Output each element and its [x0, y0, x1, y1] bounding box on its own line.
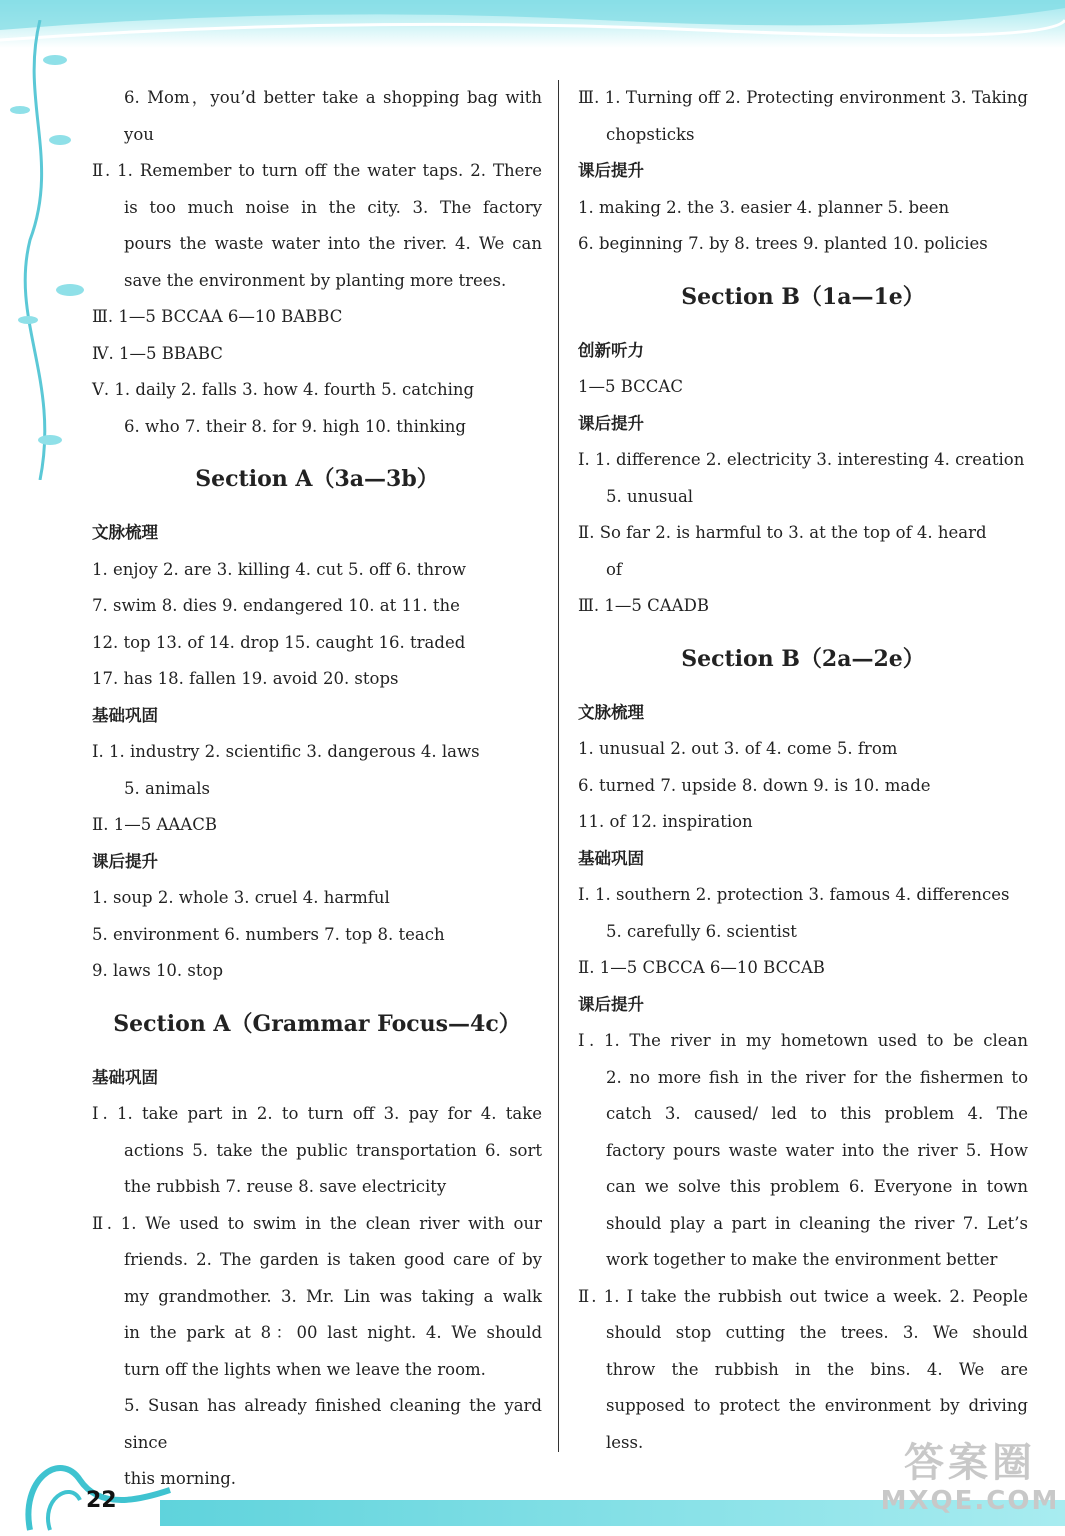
subsection-label: 基础巩固: [578, 848, 644, 868]
answer-line: Ⅱ. 1. Remember to turn off the water taps. 2. There: [92, 161, 542, 180]
answer-line: Ⅱ. 1—5 CBCCA 6—10 BCCAB: [578, 958, 825, 977]
answer-line: 5. animals: [124, 778, 210, 798]
answer-line: Ⅴ. 1. daily 2. falls 3. how 4. fourth 5. catching: [92, 380, 475, 399]
answer-line: Ⅲ. 1—5 BCCAA 6—10 BABBC: [92, 307, 343, 326]
answer-line: 12. top 13. of 14. drop 15. caught 16. traded: [92, 632, 466, 652]
watermark-top: 答案圈: [904, 1440, 1036, 1486]
answer-line: chopsticks: [606, 124, 695, 144]
subsection-label: 课后提升: [578, 994, 644, 1014]
subsection-label: 课后提升: [578, 161, 644, 180]
answer-line: should stop cutting the trees. 3. We should: [606, 1323, 1028, 1342]
answer-line: factory pours waste water into the river 5. How: [606, 1140, 1028, 1160]
answer-line: Ⅱ. So far 2. is harmful to 3. at the top of 4. heard: [578, 523, 987, 542]
subsection-label: 创新听力: [578, 340, 644, 360]
answer-line: this morning.: [124, 1469, 237, 1488]
answer-line: supposed to protect the environment by driving: [606, 1396, 1028, 1415]
answer-line: Ⅰ. 1. difference 2. electricity 3. interesting 4. creation: [578, 450, 1025, 469]
answer-line: throw the rubbish in the bins. 4. We are: [606, 1359, 1028, 1379]
right-column: [578, 80, 1028, 1461]
answer-line: save the environment by planting more trees.: [124, 270, 507, 290]
subsection-label: 基础巩固: [92, 705, 158, 725]
answer-line: Ⅰ. 1. industry 2. scientific 3. dangerous 4. laws: [92, 742, 480, 761]
answer-line: 5. carefully 6. scientist: [606, 921, 797, 941]
answer-line: should play a part in cleaning the river 7. Let’s: [606, 1213, 1028, 1233]
answer-line: turn off the lights when we leave the room.: [124, 1359, 486, 1379]
answer-line: 9. laws 10. stop: [92, 961, 224, 980]
answer-line: 6. who 7. their 8. for 9. high 10. thinking: [124, 416, 466, 436]
answer-line: is too much noise in the city. 3. The factory: [124, 197, 542, 217]
answer-line: 5. environment 6. numbers 7. top 8. teach: [92, 924, 445, 944]
section-title: Section A（3a—3b）: [195, 466, 439, 492]
answer-line: can we solve this problem 6. Everyone in town: [606, 1177, 1028, 1196]
answer-line: Ⅱ. 1. I take the rubbish out twice a week. 2. People: [578, 1286, 1028, 1306]
section-title: Section B（2a—2e）: [681, 645, 925, 672]
answer-line: Ⅳ. 1—5 BBABC: [92, 343, 223, 363]
answer-line: friends. 2. The garden is taken good care of by: [124, 1250, 542, 1269]
answer-line: in the park at 8：00 last night. 4. We should: [124, 1323, 542, 1342]
answer-line: my grandmother. 3. Mr. Lin was taking a walk: [124, 1286, 542, 1306]
answer-line: Ⅰ. 1. take part in 2. to turn off 3. pay for 4. take: [92, 1104, 542, 1123]
section-title: Section B（1a—1e）: [681, 283, 925, 310]
answer-line: 6. beginning 7. by 8. trees 9. planted 10. policies: [578, 234, 988, 253]
answer-line: 1—5 BCCAC: [578, 377, 683, 396]
answer-line: 11. of 12. inspiration: [578, 812, 753, 831]
answer-line: work together to make the environment better: [606, 1250, 998, 1269]
column-divider: [558, 80, 559, 1452]
top-wave-decoration: [0, 0, 1065, 60]
answer-line: pours the waste water into the river. 4. We can: [124, 234, 542, 253]
answer-line: Ⅱ. 1. We used to swim in the clean river with our: [92, 1213, 542, 1233]
answer-line: you: [124, 124, 154, 144]
answer-line: 7. swim 8. dies 9. endangered 10. at 11. the: [92, 596, 460, 615]
subsection-label: 文脉梳理: [92, 523, 158, 542]
answer-line: 2. no more fish in the river for the fishermen to: [606, 1067, 1028, 1087]
watermark-bottom: MXQE.COM: [880, 1486, 1060, 1516]
answer-line: 5. Susan has already finished cleaning the yard since: [124, 1396, 542, 1452]
subsection-label: 基础巩固: [92, 1067, 158, 1087]
answer-line: 17. has 18. fallen 19. avoid 20. stops: [92, 669, 399, 688]
answer-line: less.: [606, 1432, 644, 1452]
answer-line: 1. unusual 2. out 3. of 4. come 5. from: [578, 739, 898, 758]
answer-line: of: [606, 559, 623, 579]
answer-line: Ⅰ. 1. southern 2. protection 3. famous 4. differences: [578, 885, 1010, 904]
answer-line: Ⅰ. 1. The river in my hometown used to be clean: [578, 1031, 1028, 1050]
answer-line: 5. unusual: [606, 486, 694, 506]
section-title: Section A（Grammar Focus—4c）: [113, 1010, 521, 1037]
answer-line: actions 5. take the public transportation 6. sort: [124, 1140, 542, 1160]
answer-line: 1. soup 2. whole 3. cruel 4. harmful: [92, 888, 390, 907]
subsection-label: 课后提升: [578, 413, 644, 433]
answer-line: the rubbish 7. reuse 8. save electricity: [124, 1177, 447, 1196]
subsection-label: 课后提升: [92, 851, 158, 871]
subsection-label: 文脉梳理: [578, 702, 644, 722]
answer-line: 1. enjoy 2. are 3. killing 4. cut 5. off 6. throw: [92, 559, 467, 579]
answer-line: catch 3. caused/ led to this problem 4. The: [606, 1104, 1028, 1123]
answer-line: 6. Mom，you’d better take a shopping bag with: [124, 88, 542, 107]
left-column: [92, 80, 542, 1498]
page-number: 22: [86, 1488, 117, 1513]
answer-line: Ⅲ. 1. Turning off 2. Protecting environment 3. Taking: [578, 88, 1028, 107]
answer-line: Ⅲ. 1—5 CAADB: [578, 596, 709, 615]
answer-line: 1. making 2. the 3. easier 4. planner 5. been: [578, 197, 950, 217]
answer-line: 6. turned 7. upside 8. down 9. is 10. made: [578, 775, 931, 795]
answer-line: Ⅱ. 1—5 AAACB: [92, 815, 217, 834]
